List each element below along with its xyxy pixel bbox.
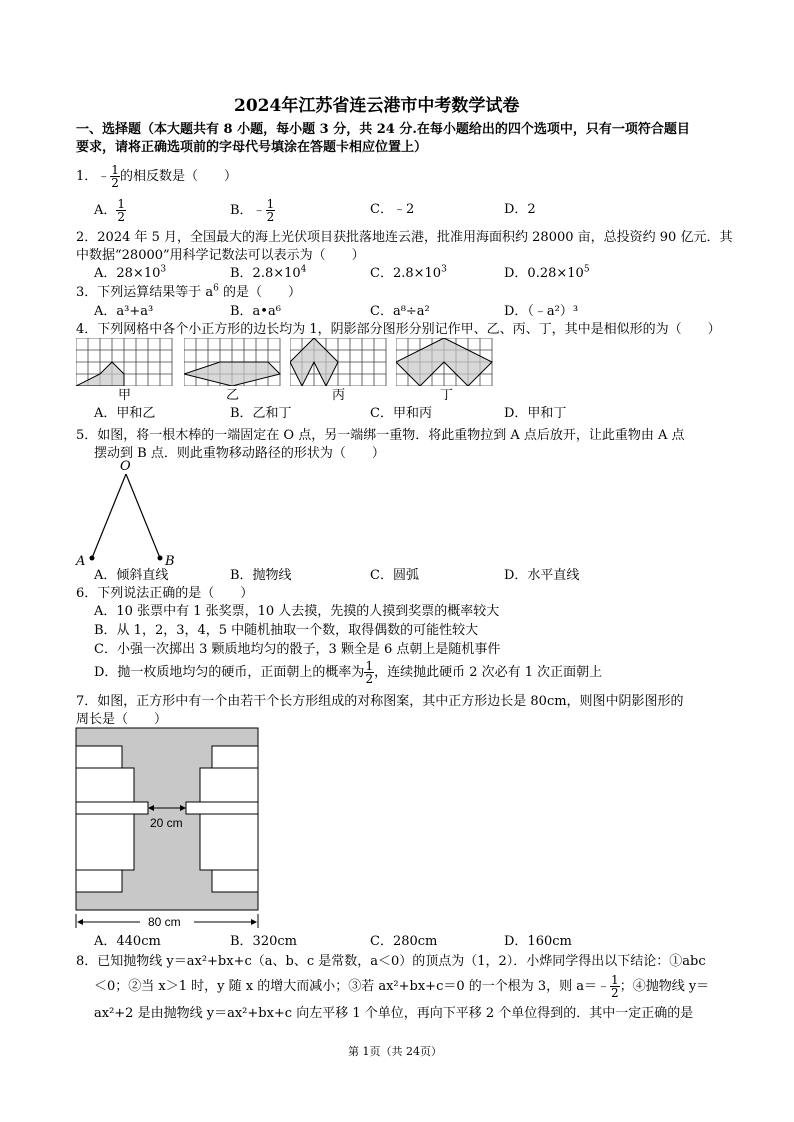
q3-option-b[interactable]: B．a•a⁶ [230, 304, 281, 319]
q8-line2: ＜0；②当 x＞1 时，y 随 x 的增大而减小；③若 ax²+bx+c＝0 的一个根为 3，则 a＝﹣ $\frac{1}{2}$ ；④抛物线 y＝ [94, 973, 710, 1000]
q5-option-a[interactable]: A．倾斜直线 [94, 568, 169, 583]
q6-option-b[interactable]: B．从 1，2，3，4，5 中随机抽取一个数，取得偶数的可能性较大 [94, 623, 479, 638]
q6-option-d[interactable]: D．抛一枚质地均匀的硬币，正面朝上的概率为 $\frac{1}{2}$ ，连续抛此硬币 2 次必有 1 次正面朝上 [94, 659, 603, 686]
q6-option-c[interactable]: C．小强一次掷出 3 颗质地均匀的骰子，3 颗全是 6 点朝上是随机事件 [94, 642, 501, 657]
q4-option-a[interactable]: A．甲和乙 [94, 406, 156, 421]
q4-grid-yi [184, 338, 284, 386]
q3-option-d[interactable]: D．（﹣a²）³ [504, 304, 579, 319]
q7-line2: 周长是（ ） [76, 712, 168, 727]
q3-option-c[interactable]: C．a⁸÷a² [370, 304, 430, 319]
q4-label-jia: 甲 [118, 388, 132, 403]
q3-stem: 3．下列运算结果等于 $a^6$ 的是（ ） [76, 283, 302, 300]
q1-option-a[interactable]: A． $\frac{1}{2}$ [94, 197, 126, 224]
q6-stem: 6．下列说法正确的是（ ） [76, 586, 254, 601]
section-header-line1: 一、选择题（本大题共有 8 小题，每小题 3 分，共 24 分.在每小题给出的四个选项中，只有一项符合题目 [76, 122, 690, 137]
q4-label-ding: 丁 [440, 388, 454, 403]
q2-line1: 2．2024 年 5 月，全国最大的海上光伏项目获批落地连云港，批准用海面积约 28000 亩，总投资约 90 亿元．其 [76, 230, 733, 245]
q4-option-c[interactable]: C．甲和丙 [370, 406, 432, 421]
q5-label-o: O [120, 459, 131, 474]
q5-option-b[interactable]: B．抛物线 [230, 568, 292, 583]
q2-option-b[interactable]: B．$2.8\times 10^4$ [230, 264, 307, 281]
q4-grid-ding [396, 338, 496, 386]
q2-option-a[interactable]: A．$28\times 10^3$ [94, 264, 167, 281]
q2-line2: 中数据“28000”用科学记数法可以表示为（ ） [76, 248, 365, 263]
q5-label-b: B [165, 554, 175, 569]
q7-outer-dimension-label: 80 cm [148, 915, 181, 929]
q5-line2: 摆动到 B 点．则此重物移动路径的形状为（ ） [94, 446, 385, 461]
q7-option-a[interactable]: A．440cm [94, 934, 161, 949]
q8-line3: ax²+2 是由抛物线 y＝ax²+bx+c 向左平移 1 个单位，再向下平移 2 个单位得到的．其中一定正确的是 [94, 1006, 694, 1021]
q5-label-a: A [76, 554, 86, 569]
q5-line1: 5．如图，将一根木棒的一端固定在 O 点，另一端绑一重物．将此重物拉到 A 点后放开，让此重物由 A 点 [76, 428, 685, 443]
q7-option-c[interactable]: C．280cm [370, 934, 438, 949]
q4-label-bing: 丙 [332, 388, 346, 403]
q5-option-c[interactable]: C．圆弧 [370, 568, 419, 583]
section-header-line2: 要求，请将正确选项前的字母代号填涂在答题卡相应位置上） [76, 140, 428, 155]
q4-option-b[interactable]: B．乙和丁 [230, 406, 292, 421]
q2-option-c[interactable]: C．$2.8\times 10^3$ [370, 264, 447, 281]
q8-line1: 8．已知抛物线 y＝ax²+bx+c（a、b、c 是常数，a＜0）的顶点为（1，2）．小烨同学得出以下结论：①abc [76, 954, 706, 969]
q4-option-d[interactable]: D．甲和丁 [504, 406, 567, 421]
q5-option-d[interactable]: D．水平直线 [504, 568, 580, 583]
q4-stem: 4．下列网格中各个小正方形的边长均为 1，阴影部分图形分别记作甲、乙、丙、丁，其中是相似形的为（ ） [76, 322, 721, 337]
q3-option-a[interactable]: A．a³+a³ [94, 304, 154, 319]
q1-stem: 1．﹣ $\frac{1}{2}$ 的相反数是（ ） [76, 163, 237, 190]
page-title: 2024年江苏省连云港市中考数学试卷 [234, 96, 520, 116]
q7-inner-dimension-label: 20 cm [150, 816, 183, 830]
q7-option-b[interactable]: B．320cm [230, 934, 297, 949]
q6-option-a[interactable]: A．10 张票中有 1 张奖票，10 人去摸，先摸的人摸到奖票的概率较大 [94, 604, 500, 619]
page-footer: 第 1页（共 24页） [348, 1045, 442, 1058]
q2-option-d[interactable]: D．$0.28\times 10^5$ [504, 264, 590, 281]
q1-fraction: $\frac{1}{2}$ [111, 163, 119, 190]
q4-grid-jia [76, 338, 176, 386]
q4-label-yi: 乙 [226, 388, 240, 403]
q1-option-d[interactable]: D．2 [504, 202, 536, 217]
q1-option-c[interactable]: C．﹣2 [370, 202, 415, 217]
q1-option-b[interactable]: B．﹣ $\frac{1}{2}$ [230, 197, 275, 224]
q7-line1: 7．如图，正方形中有一个由若干个长方形组成的对称图案，其中正方形边长是 80cm，则图中阴影图形的 [76, 694, 684, 709]
q4-grid-bing [290, 338, 390, 386]
q7-option-d[interactable]: D．160cm [504, 934, 572, 949]
